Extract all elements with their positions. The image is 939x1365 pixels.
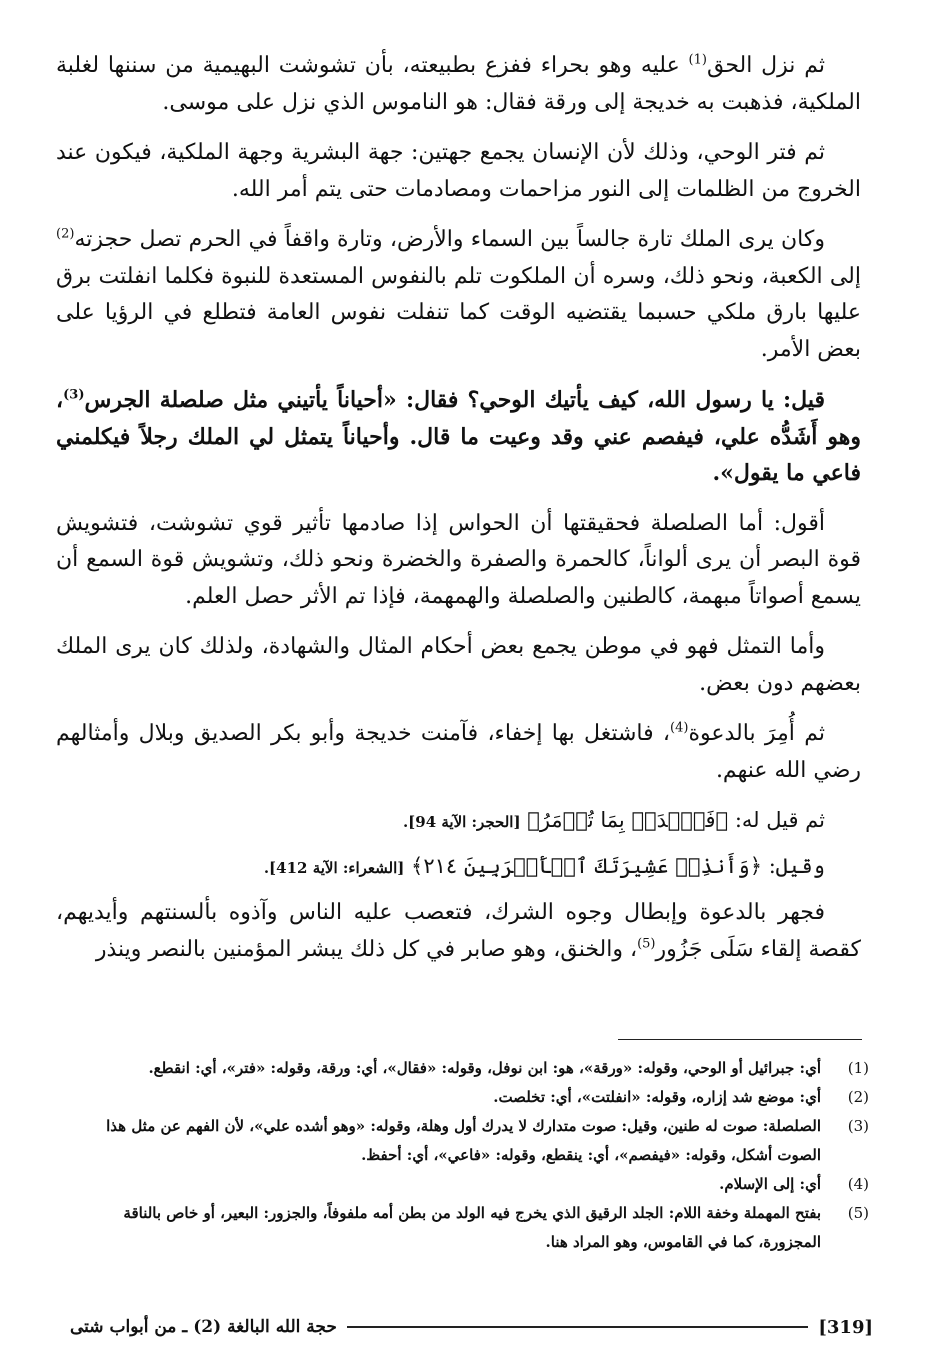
paragraph-3: وكان يرى الملك تارة جالساً بين السماء والأرض، وتارة واقفاً في الحرم تصل حجزته$^{(2)}$ إلى الكعبة، ونحو ذلك، وسره أن الملكوت تلم بالنفوس المستعدة للنبوة فكلما انفلتت برق عليها بارق ملكي حسبما يقتضيه الوقت كما تنفلت نفوس العامة فتطلع في الرؤيا على بعض الأمر.	[56, 226, 861, 362]
paragraph-hadith: قيل: يا رسول الله، كيف يأتيك الوحي؟ فقال: «أحياناً يأتيني مثل صلصلة الجرس$^{(3)}$، وهو أَشَدُّه علي، فيفصم عني وقد وعيت ما قال. وأحياناً يتمثل لي الملك رجلاً فيكلمني فاعي ما يقول».	[56, 387, 861, 486]
verse-text: ﴿وَأَنذِرۡ عَشِيرَتَكَ ٱلۡأَقۡرَبِينَ ٢١٤﴾	[411, 854, 763, 878]
footnotes	[62, 1054, 869, 1257]
main-text	[56, 48, 861, 982]
running-title: حجة الله البالغة (2) ـ من أبواب شتى	[70, 1317, 337, 1337]
footnote-2: (2) أي: موضع شد إزاره، وقوله: «انفلتت»، أي: تخلصت.	[62, 1083, 869, 1112]
footnote-ref-3[interactable]: (3)	[63, 387, 85, 403]
footnote-ref-5[interactable]: (5)	[637, 936, 656, 952]
verse-reference: [الشعراء: الآية 412].	[263, 859, 405, 877]
verse-text: ﴿فَٱصۡدَعۡ بِمَا تُؤۡمَرُ﴾	[527, 808, 729, 832]
footnote-5: (5) بفتح المهملة وخفة اللام: الجلد الرقيق الذي يخرج فيه الولد من بطن أمه ملفوفاً، والجزور: البعير، أو خاص بالناقة المجزورة، كما في القاموس، وهو المراد هنا.	[62, 1199, 869, 1257]
footnote-number: (1)	[847, 1059, 869, 1077]
paragraph-7: ثم أُمِرَ بالدعوة$^{(4)}$، فاشتغل بها إخفاء، فآمنت خديجة وأبو بكر الصديق وبلال وأمثالهم رضي الله عنهم.	[56, 720, 861, 783]
footnote-ref-1[interactable]: (1)	[688, 52, 707, 68]
paragraph-5: أقول: أما الصلصلة فحقيقتها أن الحواس إذا صادمها تأثير قوي تشوشت، فتشويش قوة البصر أن يرى ألواناً، كالحمرة والصفرة والخضرة ونحو ذلك، وتشويش قوة السمع أن يسمع أصواتاً مبهمة، كالطنين والصلصلة والهمهمة، فإذا تم الأثر حصل العلم.	[56, 510, 861, 609]
page-number: [319]	[818, 1316, 873, 1338]
footnote-3: (3) الصلصلة: صوت له طنين، وقيل: صوت متدارك لا يدرك أول وهلة، وقوله: «وهو أشده علي»، لأن الفهم عن مثل هذا الصوت أشكل، وقوله: «فيفصم»، أي: ينقطع، وقوله: «فاعي»، أي: أحفظ.	[62, 1112, 869, 1170]
footnote-1: (1) أي: جبرائيل أو الوحي، وقوله: «ورقة»، هو: ابن نوفل، وقوله: «فقال»، أي: ورقة، وقوله: «فتر»، أي: انقطع.	[62, 1054, 869, 1083]
footnote-number: (2)	[847, 1088, 869, 1106]
page-footer	[70, 1310, 873, 1344]
footnote-ref-4[interactable]: (4)	[670, 720, 689, 736]
quran-verse-1: ثم قيل له: ﴿فَٱصۡدَعۡ بِمَا تُؤۡمَرُ﴾ [الحجر: الآية 94].	[402, 808, 825, 832]
paragraph-6: وأما التمثل فهو في موطن يجمع بعض أحكام المثال والشهادة، ولذلك كان يرى الملك بعضهم دون بعض.	[56, 634, 861, 696]
paragraph-1: ثم نزل الحق$^{(1)}$ عليه وهو بحراء ففزع بطبيعته، بأن تشوشت البهيمية من سننها لغلبة الملكية، فذهبت به خديجة إلى ورقة فقال: هو الناموس الذي نزل على موسى.	[56, 52, 861, 115]
footer-rule	[347, 1326, 809, 1328]
footnote-number: (4)	[847, 1175, 869, 1193]
footnote-4: (4) أي: إلى الإسلام.	[62, 1170, 869, 1199]
footnote-ref-2[interactable]: (2)	[56, 226, 75, 242]
footnote-divider	[618, 1039, 862, 1040]
verse-reference: [الحجر: الآية 94].	[402, 813, 521, 831]
footnote-number: (5)	[847, 1204, 869, 1222]
paragraph-last: فجهر بالدعوة وإبطال وجوه الشرك، فتعصب عليه الناس وآذوه بألسنتهم وأيديهم، كقصة إلقاء سَلَى جَزُور$^{(5)}$، والخنق، وهو صابر في كل ذلك يبشر المؤمنين بالنصر وينذر	[56, 900, 861, 962]
footnote-number: (3)	[847, 1117, 869, 1135]
paragraph-2: ثم فتر الوحي، وذلك لأن الإنسان يجمع جهتين: جهة البشرية وجهة الملكية، فيكون عند الخروج من الظلمات إلى النور مزاحمات ومصادمات حتى يتم أمر الله.	[56, 140, 861, 202]
quran-verse-2: وقيل: ﴿وَأَنذِرۡ عَشِيرَتَكَ ٱلۡأَقۡرَبِينَ ٢١٤﴾ [الشعراء: الآية 412].	[263, 854, 825, 878]
